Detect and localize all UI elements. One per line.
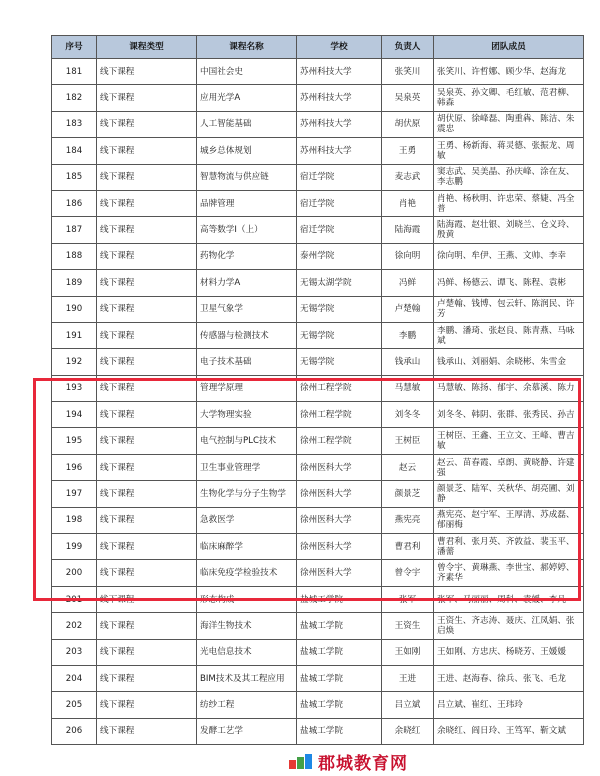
cell-leader: 钱承山 [382, 349, 434, 375]
table-row [52, 507, 584, 533]
cell-leader: 王树臣 [382, 428, 434, 454]
cell-leader: 徐向明 [382, 243, 434, 269]
table-row [52, 454, 584, 480]
cell-leader: 王资生 [382, 613, 434, 639]
cell-team-members: 徐向明、牟伊、王燕、文帅、李幸 [434, 243, 584, 269]
cell-course-name: 电气控制与PLC技术 [197, 428, 297, 454]
cell-team-members: 吕立斌、崔红、王玮玲 [434, 692, 584, 718]
cell-index: 182 [52, 85, 97, 111]
cell-school: 宿迁学院 [297, 190, 382, 216]
cell-leader: 马慧敏 [382, 375, 434, 401]
cell-team-members: 燕宪亮、赵宁军、王厚清、苏成磊、郁丽梅 [434, 507, 584, 533]
cell-index: 191 [52, 322, 97, 348]
cell-course-name: 生物化学与分子生物学 [197, 481, 297, 507]
table-row [52, 243, 584, 269]
cell-school: 徐州医科大学 [297, 560, 382, 586]
cell-leader: 吕立斌 [382, 692, 434, 718]
cell-course-type: 线下课程 [97, 481, 197, 507]
cell-course-name: 发酵工艺学 [197, 718, 297, 744]
cell-index: 185 [52, 164, 97, 190]
cell-course-name: 材料力学A [197, 270, 297, 296]
table-row [52, 692, 584, 718]
cell-course-type: 线下课程 [97, 507, 197, 533]
cell-index: 189 [52, 270, 97, 296]
cell-course-name: 品牌管理 [197, 190, 297, 216]
cell-school: 徐州医科大学 [297, 454, 382, 480]
table-row [52, 402, 584, 428]
cell-course-name: 临床麻醉学 [197, 534, 297, 560]
cell-course-name: 中国社会史 [197, 59, 297, 85]
cell-school: 苏州科技大学 [297, 85, 382, 111]
cell-course-type: 线下课程 [97, 454, 197, 480]
cell-leader: 颜景芝 [382, 481, 434, 507]
cell-school: 盐城工学院 [297, 692, 382, 718]
table-row [52, 296, 584, 322]
cell-course-type: 线下课程 [97, 428, 197, 454]
cell-course-type: 线下课程 [97, 164, 197, 190]
table-row [52, 560, 584, 586]
cell-school: 徐州工程学院 [297, 375, 382, 401]
cell-team-members: 曾令宇、黄琳燕、李世宝、郝婷婷、齐素华 [434, 560, 584, 586]
cell-leader: 冯鲜 [382, 270, 434, 296]
table-row [52, 190, 584, 216]
cell-school: 盐城工学院 [297, 613, 382, 639]
cell-course-name: 卫星气象学 [197, 296, 297, 322]
course-table [51, 35, 584, 745]
cell-course-name: 电子技术基础 [197, 349, 297, 375]
cell-index: 193 [52, 375, 97, 401]
cell-course-name: 智慧物流与供应链 [197, 164, 297, 190]
cell-school: 徐州医科大学 [297, 481, 382, 507]
cell-leader: 曾令宇 [382, 560, 434, 586]
table-row [52, 322, 584, 348]
cell-course-type: 线下课程 [97, 111, 197, 137]
cell-index: 184 [52, 138, 97, 164]
book-logo-icon [288, 752, 314, 770]
table-header-row [52, 36, 584, 59]
cell-school: 盐城工学院 [297, 639, 382, 665]
cell-course-name: 药物化学 [197, 243, 297, 269]
cell-team-members: 王勇、杨新海、蒋灵德、张振龙、周敏 [434, 138, 584, 164]
cell-course-type: 线下课程 [97, 613, 197, 639]
table-row [52, 481, 584, 507]
cell-team-members: 胡伏原、徐峰磊、陶重犇、陈洁、朱震忠 [434, 111, 584, 137]
cell-course-type: 线下课程 [97, 243, 197, 269]
cell-team-members: 窦志武、吴美晶、孙庆峰、涂在友、李志鹏 [434, 164, 584, 190]
cell-leader: 王进 [382, 665, 434, 691]
cell-course-name: 人工智能基础 [197, 111, 297, 137]
cell-leader: 曹君利 [382, 534, 434, 560]
cell-course-name: BIM技术及其工程应用 [197, 665, 297, 691]
cell-leader: 余晓红 [382, 718, 434, 744]
cell-team-members: 王资生、齐志涛、聂庆、江凤娟、张启焕 [434, 613, 584, 639]
cell-course-name: 纺纱工程 [197, 692, 297, 718]
cell-course-type: 线下课程 [97, 322, 197, 348]
cell-index: 187 [52, 217, 97, 243]
cell-index: 192 [52, 349, 97, 375]
cell-team-members: 卢楚翰、钱博、包云轩、陈润民、许芳 [434, 296, 584, 322]
cell-course-name: 光电信息技术 [197, 639, 297, 665]
cell-team-members: 李鹏、潘琦、张赵良、陈青燕、马咏斌 [434, 322, 584, 348]
cell-course-type: 线下课程 [97, 692, 197, 718]
cell-team-members: 刘冬冬、韩阴、张群、张秀民、孙吉 [434, 402, 584, 428]
cell-leader: 王勇 [382, 138, 434, 164]
cell-course-name: 管理学原理 [197, 375, 297, 401]
cell-index: 196 [52, 454, 97, 480]
cell-index: 197 [52, 481, 97, 507]
cell-course-name: 高等数学I（上） [197, 217, 297, 243]
cell-leader: 卢楚翰 [382, 296, 434, 322]
cell-leader: 李鹏 [382, 322, 434, 348]
cell-course-type: 线下课程 [97, 534, 197, 560]
table-row [52, 59, 584, 85]
cell-course-type: 线下课程 [97, 402, 197, 428]
cell-leader: 胡伏原 [382, 111, 434, 137]
cell-team-members: 赵云、苗春霞、卓朗、黄晓静、许建强 [434, 454, 584, 480]
table-row [52, 375, 584, 401]
cell-leader: 王如刚 [382, 639, 434, 665]
cell-course-type: 线下课程 [97, 296, 197, 322]
header-course-type: 课程类型 [97, 36, 197, 59]
cell-team-members: 马慧敏、陈扬、郁宇、余慕溪、陈力 [434, 375, 584, 401]
cell-team-members: 肖艳、杨秋明、许忠荣、蔡婕、冯全普 [434, 190, 584, 216]
cell-index: 199 [52, 534, 97, 560]
cell-leader: 赵云 [382, 454, 434, 480]
table-row [52, 718, 584, 744]
cell-course-name: 传感器与检测技术 [197, 322, 297, 348]
cell-course-type: 线下课程 [97, 718, 197, 744]
cell-course-name: 城乡总体规划 [197, 138, 297, 164]
cell-course-type: 线下课程 [97, 217, 197, 243]
cell-team-members: 张笑川、许哲娜、顾少华、赵海龙 [434, 59, 584, 85]
cell-leader: 燕宪亮 [382, 507, 434, 533]
cell-school: 徐州工程学院 [297, 428, 382, 454]
table-row [52, 217, 584, 243]
cell-index: 200 [52, 560, 97, 586]
cell-index: 202 [52, 613, 97, 639]
table-row [52, 665, 584, 691]
cell-index: 186 [52, 190, 97, 216]
table-row [52, 164, 584, 190]
cell-leader: 吴泉英 [382, 85, 434, 111]
header-course-name: 课程名称 [197, 36, 297, 59]
cell-school: 无锡太湖学院 [297, 270, 382, 296]
cell-index: 183 [52, 111, 97, 137]
cell-index: 201 [52, 586, 97, 612]
cell-school: 徐州医科大学 [297, 534, 382, 560]
cell-course-name: 形态构成 [197, 586, 297, 612]
table-row [52, 85, 584, 111]
table-row [52, 613, 584, 639]
table-row [52, 138, 584, 164]
cell-school: 宿迁学院 [297, 217, 382, 243]
cell-team-members: 陆海霞、赵壮银、刘晓兰、仓义玲、殷黄 [434, 217, 584, 243]
cell-school: 无锡学院 [297, 322, 382, 348]
cell-course-type: 线下课程 [97, 375, 197, 401]
cell-course-name: 卫生事业管理学 [197, 454, 297, 480]
cell-index: 204 [52, 665, 97, 691]
cell-team-members: 余晓红、阎日玲、王笃军、靳文斌 [434, 718, 584, 744]
cell-course-name: 大学物理实验 [197, 402, 297, 428]
cell-index: 206 [52, 718, 97, 744]
cell-school: 盐城工学院 [297, 718, 382, 744]
cell-index: 188 [52, 243, 97, 269]
cell-school: 宿迁学院 [297, 164, 382, 190]
cell-school: 盐城工学院 [297, 586, 382, 612]
cell-team-members: 张军、马丽丽、周科、袁媛、李凡 [434, 586, 584, 612]
cell-school: 无锡学院 [297, 349, 382, 375]
cell-course-type: 线下课程 [97, 639, 197, 665]
cell-school: 苏州科技大学 [297, 138, 382, 164]
cell-team-members: 王进、赵海春、徐兵、张飞、毛龙 [434, 665, 584, 691]
cell-team-members: 曹君利、张月英、齐敦益、裴玉平、潘薷 [434, 534, 584, 560]
cell-course-name: 急救医学 [197, 507, 297, 533]
cell-leader: 麦志武 [382, 164, 434, 190]
watermark-text: 郡城教育网 [318, 753, 408, 774]
cell-team-members: 颜景芝、陆军、关秋华、胡亮圃、刘静 [434, 481, 584, 507]
cell-leader: 陆海霞 [382, 217, 434, 243]
cell-index: 181 [52, 59, 97, 85]
cell-school: 无锡学院 [297, 296, 382, 322]
cell-index: 198 [52, 507, 97, 533]
cell-school: 盐城工学院 [297, 665, 382, 691]
header-index: 序号 [52, 36, 97, 59]
table-row [52, 428, 584, 454]
header-school: 学校 [297, 36, 382, 59]
cell-index: 203 [52, 639, 97, 665]
cell-course-type: 线下课程 [97, 270, 197, 296]
cell-course-type: 线下课程 [97, 190, 197, 216]
header-leader: 负责人 [382, 36, 434, 59]
table-row [52, 270, 584, 296]
cell-leader: 肖艳 [382, 190, 434, 216]
watermark [288, 749, 408, 773]
cell-course-type: 线下课程 [97, 349, 197, 375]
cell-leader: 张军 [382, 586, 434, 612]
cell-course-type: 线下课程 [97, 59, 197, 85]
cell-course-type: 线下课程 [97, 85, 197, 111]
table-row [52, 639, 584, 665]
cell-school: 徐州医科大学 [297, 507, 382, 533]
cell-index: 194 [52, 402, 97, 428]
cell-index: 190 [52, 296, 97, 322]
cell-course-type: 线下课程 [97, 586, 197, 612]
cell-course-type: 线下课程 [97, 138, 197, 164]
cell-index: 195 [52, 428, 97, 454]
table-row [52, 534, 584, 560]
cell-team-members: 冯鲜、杨德云、谭飞、陈程、袁彬 [434, 270, 584, 296]
cell-leader: 刘冬冬 [382, 402, 434, 428]
cell-school: 徐州工程学院 [297, 402, 382, 428]
cell-team-members: 王如刚、方忠庆、杨晓芳、王媛媛 [434, 639, 584, 665]
header-team-members: 团队成员 [434, 36, 584, 59]
cell-leader: 张笑川 [382, 59, 434, 85]
cell-team-members: 吴泉英、孙文卿、毛红敏、范君柳、韩森 [434, 85, 584, 111]
table-row [52, 111, 584, 137]
cell-course-name: 应用光学A [197, 85, 297, 111]
table-row [52, 586, 584, 612]
cell-school: 苏州科技大学 [297, 111, 382, 137]
cell-course-name: 海洋生物技术 [197, 613, 297, 639]
cell-course-type: 线下课程 [97, 665, 197, 691]
table-row [52, 349, 584, 375]
cell-course-type: 线下课程 [97, 560, 197, 586]
cell-index: 205 [52, 692, 97, 718]
cell-course-name: 临床免疫学检验技术 [197, 560, 297, 586]
cell-team-members: 钱承山、刘丽娟、余晓彬、朱雪金 [434, 349, 584, 375]
cell-school: 苏州科技大学 [297, 59, 382, 85]
cell-school: 泰州学院 [297, 243, 382, 269]
cell-team-members: 王树臣、王鑫、王立文、王峰、曹吉敏 [434, 428, 584, 454]
